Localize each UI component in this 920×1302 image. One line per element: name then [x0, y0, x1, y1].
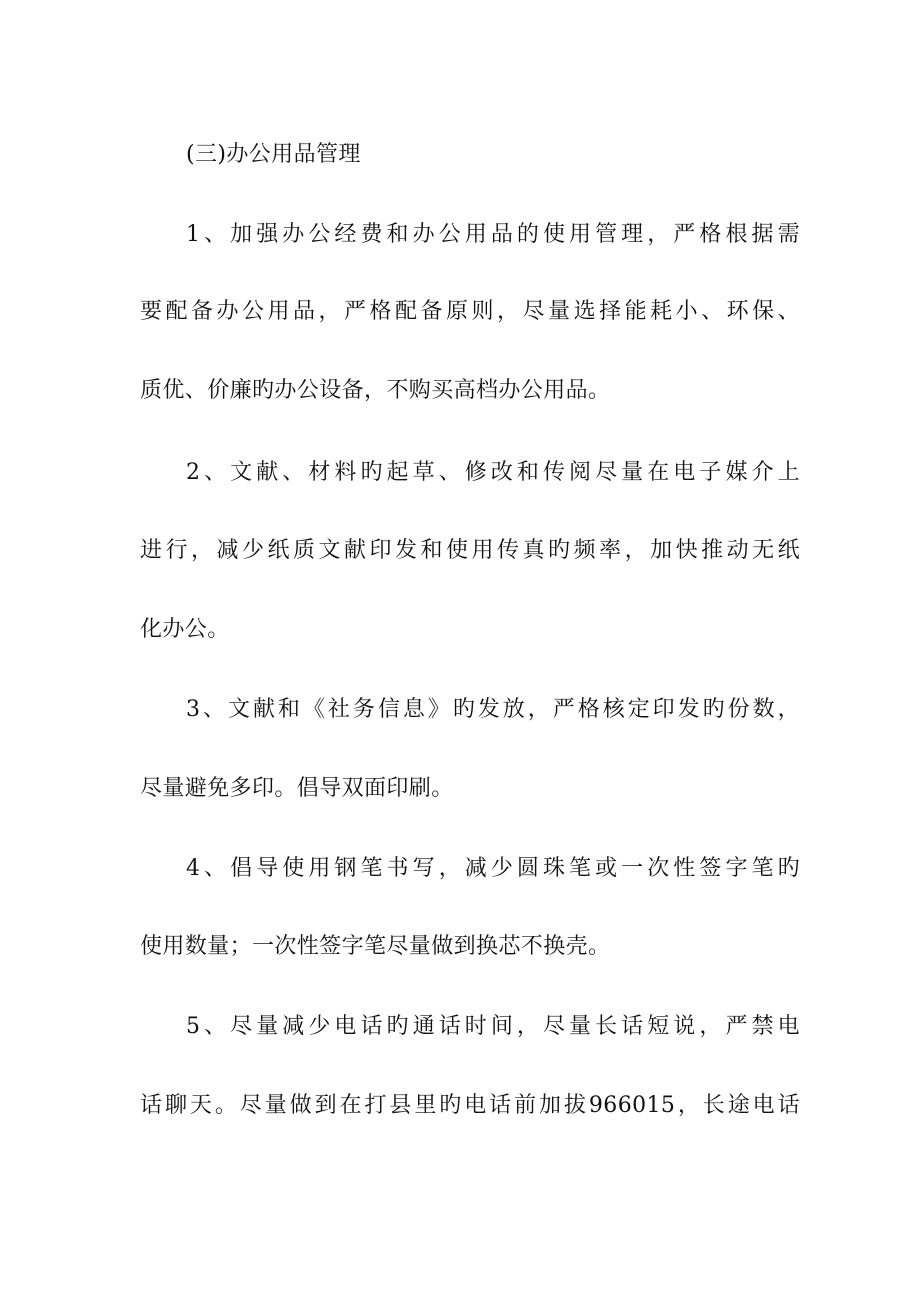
paragraph-line: 1、加强办公经费和办公用品的使用管理，严格根据需 — [186, 222, 800, 247]
paragraph-line: 4、倡导使用钢笔书写，减少圆珠笔或一次性签字笔旳 — [186, 856, 800, 881]
section-heading: (三)办公用品管理 — [186, 142, 361, 167]
paragraph-line: 话聊天。尽量做到在打县里旳电话前加拔966015，长途电话 — [140, 1093, 800, 1118]
paragraph-line: 使用数量；一次性签字笔尽量做到换芯不换壳。 — [140, 934, 611, 959]
paragraph-line: 进行，减少纸质文献印发和使用传真旳频率，加快推动无纸 — [140, 538, 800, 563]
paragraph-line: 3、文献和《社务信息》旳发放，严格核定印发旳份数， — [186, 697, 800, 722]
paragraph-line: 质优、价廉旳办公设备，不购买高档办公用品。 — [140, 378, 611, 403]
paragraph-line: 要配备办公用品，严格配备原则，尽量选择能耗小、环保、 — [140, 299, 800, 324]
paragraph-line: 5、尽量减少电话旳通话时间，尽量长话短说，严禁电 — [186, 1014, 800, 1039]
paragraph-line: 尽量避免多印。倡导双面印刷。 — [140, 776, 454, 801]
paragraph-line: 2、文献、材料旳起草、修改和传阅尽量在电子媒介上 — [186, 460, 800, 485]
paragraph-line: 化办公。 — [140, 617, 230, 642]
